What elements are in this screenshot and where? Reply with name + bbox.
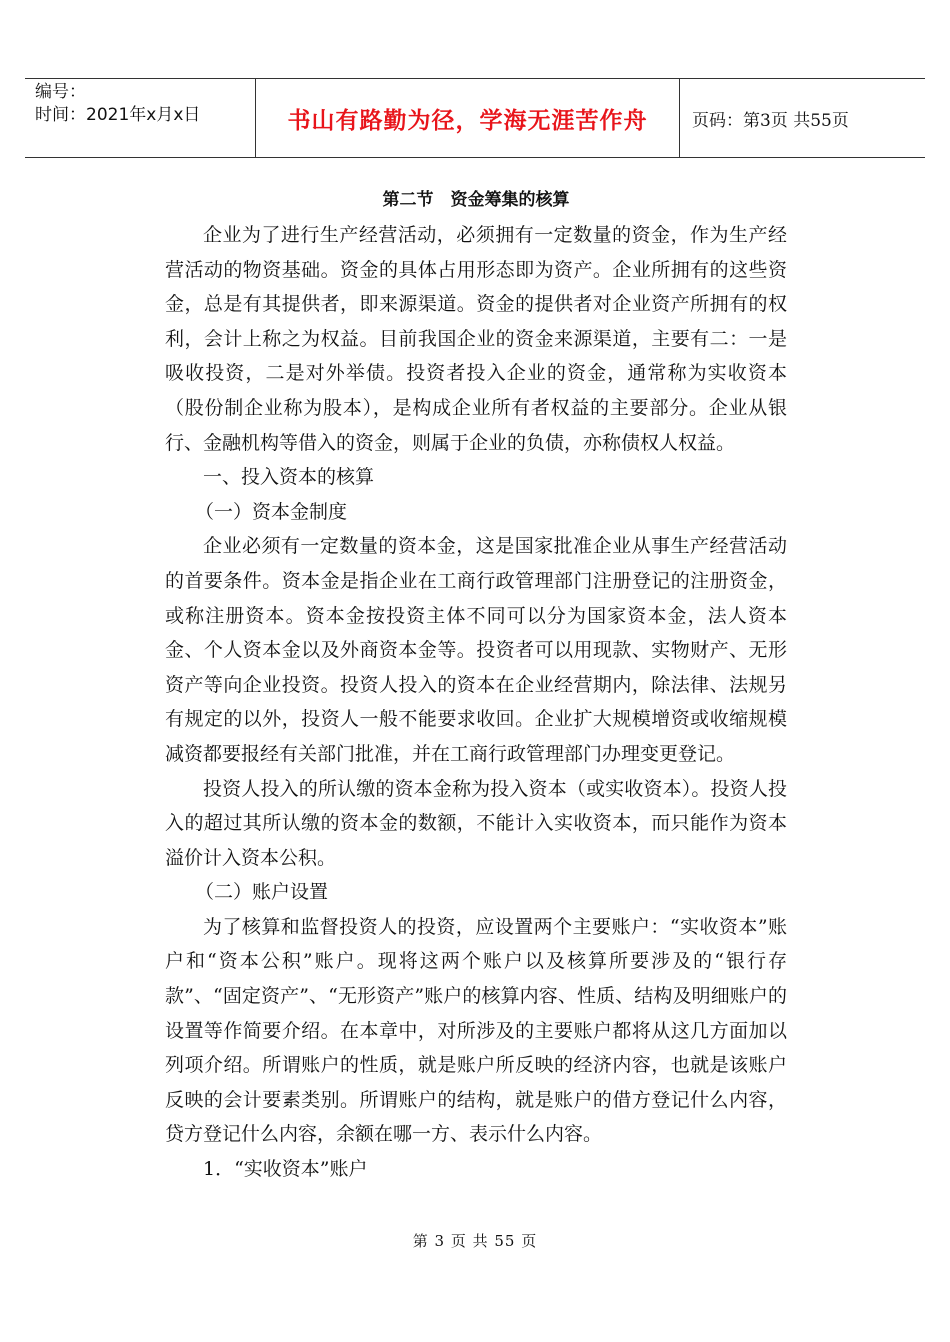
heading-level2: （二）账户设置 xyxy=(195,881,329,904)
header-page-code: 页码：第3页 共55页 xyxy=(692,110,849,131)
header-meta xyxy=(25,79,255,157)
page-footer: 第 3 页 共 55 页 xyxy=(412,1232,538,1250)
paragraph: 投资人投入的所认缴的资本金称为投入资本（或实收资本）。投资人投入的超过其所认缴的资本金的数额，不能计入实收资本，而只能作为资本溢价计入资本公积。 xyxy=(165,777,787,869)
heading-level2: （一）资本金制度 xyxy=(195,500,348,523)
paragraph: 企业为了进行生产经营活动，必须拥有一定数量的资金，作为生产经营活动的物资基础。资金的具体占用形态即为资产。企业所拥有的这些资金，总是有其提供者，即来源渠道。资金的提供者对企业资产所拥有的权利，会计上称之为权益。目前我国企业的资金来源渠道，主要有二：一是吸收投资，二是对外举债。投资者投入企业的资金，通常称为实收资本（股份制企业称为股本），是构成企业所有者权益的主要部分。企业从银行、金融机构等借入的资金，则属于企业的负债，亦称债权人权益。 xyxy=(165,224,787,454)
list-item-heading: 1．“实收资本”账户 xyxy=(203,1158,368,1181)
time-label: 时间：2021年x月x日 xyxy=(35,105,201,125)
paragraph: 为了核算和监督投资人的投资，应设置两个主要账户：“实收资本”账户和“资本公积”账户。现将这两个账户以及核算所要涉及的“银行存款”、“固定资产”、“无形资产”账户的核算内容、性质、结构及明细账户的设置等作简要介绍。在本章中，对所涉及的主要账户都将从这几方面加以列项介绍。所谓账户的性质，就是账户所反映的经济内容，也就是该账户反映的会计要素类别。所谓账户的结构，就是账户的借方登记什么内容，贷方登记什么内容，余额在哪一方、表示什么内容。 xyxy=(165,915,787,1146)
serial-number-label: 编号： xyxy=(35,82,86,102)
section-title: 第二节 资金筹集的核算 xyxy=(382,190,570,210)
page-header xyxy=(25,78,925,158)
heading-level1: 一、投入资本的核算 xyxy=(203,466,375,489)
paragraph: 企业必须有一定数量的资本金，这是国家批准企业从事生产经营活动的首要条件。资本金是指企业在工商行政管理部门注册登记的注册资金，或称注册资本。资本金按投资主体不同可以分为国家资本金，法人资本金、个人资本金以及外商资本金等。投资者可以用现款、实物财产、无形资产等向企业投资。投资人投入的资本在企业经营期内，除法律、法规另有规定的以外，投资人一般不能要求收回。企业扩大规模增资或收缩规模减资都要报经有关部门批准，并在工商行政管理部门办理变更登记。 xyxy=(165,535,787,765)
document-body xyxy=(165,186,787,1187)
header-motto: 书山有路勤为径，学海无涯苦作舟 xyxy=(255,79,680,157)
